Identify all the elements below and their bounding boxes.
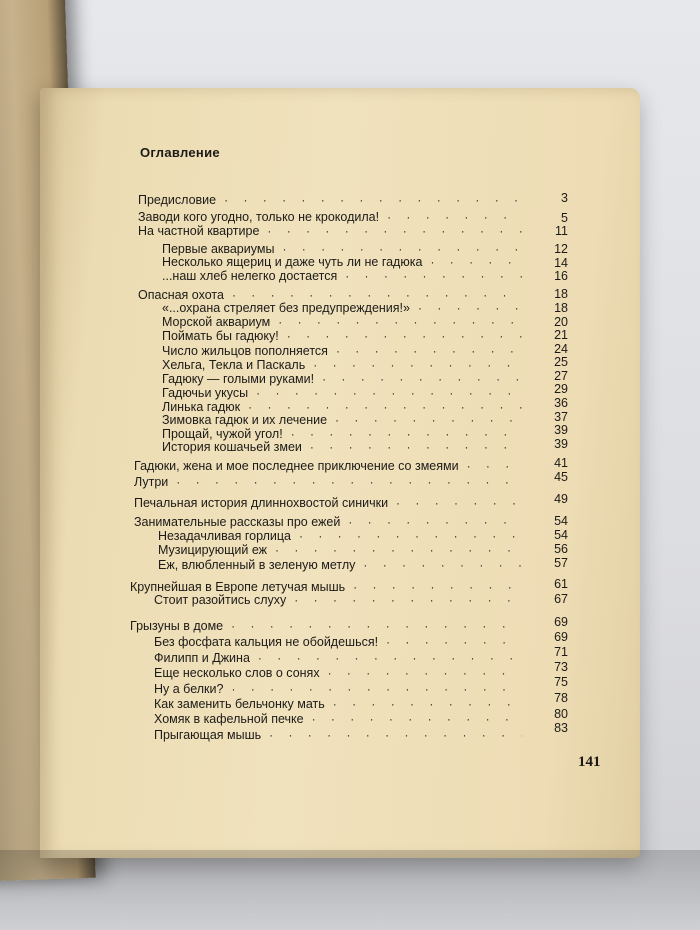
toc-entry-page: 67 [554,592,568,606]
toc-leader-dots [312,712,522,726]
toc-entry-page: 29 [554,382,568,396]
toc-entry-page: 54 [554,528,568,542]
toc-leader-dots [231,682,522,696]
toc-entry [154,712,530,726]
toc-entry [154,682,530,696]
toc-entry [162,358,530,372]
toc-leader-dots [291,427,522,441]
toc-entry [162,427,530,441]
toc-entry [162,269,530,283]
toc-entry [130,580,530,594]
toc-entry-page: 78 [554,691,568,705]
toc-entry-page: 80 [554,707,568,721]
toc-entry-page: 20 [554,315,568,329]
toc-leader-dots [333,697,522,711]
toc-entry-page: 18 [554,301,568,315]
toc-entry-page: 18 [554,287,568,301]
toc-entry-label: Заводи кого угодно, только не крокодила! [138,210,380,224]
toc-leader-dots [224,193,522,207]
toc-entry-label: История кошачьей змеи [162,440,302,454]
toc-entry-label: Хельга, Текла и Паскаль [162,358,306,372]
toc-entry-label: ...наш хлеб нелегко достается [162,269,338,283]
toc-entry-page: 36 [554,396,568,410]
toc-entry-page: 54 [554,514,568,528]
toc-entry-page: 49 [554,492,568,506]
toc-entry [154,697,530,711]
toc-leader-dots [232,288,522,302]
toc-leader-dots [231,619,522,633]
toc-entry [162,440,530,454]
toc-entry [158,558,530,572]
toc-entry-page: 39 [554,437,568,451]
toc-entry-label: Предисловие [138,193,217,207]
toc-leader-dots [348,515,522,529]
toc-leader-dots [386,635,522,649]
toc-leader-dots [335,413,522,427]
toc-entry [162,400,530,414]
toc-leader-dots [467,459,522,473]
toc-entry [154,593,530,607]
toc-entry-page: 69 [554,615,568,629]
toc-entry [162,329,530,343]
toc-entry [162,255,530,269]
toc-entry-label: Стоит разойтись слуху [154,593,287,607]
toc-entry [130,619,530,633]
toc-entry-page: 73 [554,660,568,674]
toc-leader-dots [282,242,522,256]
toc-leader-dots [345,269,522,283]
toc-entry-label: Хомяк в кафельной печке [154,712,304,726]
page-folio-number: 141 [578,754,601,770]
toc-entry-page: 5 [561,211,568,225]
toc-entry-label: Прыгающая мышь [154,728,262,742]
toc-leader-dots [248,400,522,414]
toc-entry [134,475,530,489]
toc-entry-label: Морской аквариум [162,315,271,329]
toc-entry-page: 37 [554,410,568,424]
toc-entry-page: 61 [554,577,568,591]
toc-entry [154,651,530,665]
toc-entry-label: Линька гадюк [162,400,241,414]
toc-entry-label: Первые аквариумы [162,242,275,256]
toc-leader-dots [275,543,522,557]
toc-leader-dots [353,580,522,594]
toc-entry-page: 12 [554,242,568,256]
toc-entry-label: Опасная охота [138,288,224,302]
toc-entry-page: 3 [561,191,568,205]
toc-entry-page: 71 [554,645,568,659]
toc-entry-page: 27 [554,369,568,383]
toc-entry-page: 24 [554,342,568,356]
toc-entry-page: 57 [554,556,568,570]
toc-leader-dots [269,728,522,742]
toc-entry-label: Гадюку — голыми руками! [162,372,315,386]
toc-entry-page: 21 [554,328,568,342]
toc-entry-label: Зимовка гадюк и их лечение [162,413,328,427]
toc-entry [162,372,530,386]
toc-entry-page: 25 [554,355,568,369]
toc-entry-label: Еще несколько слов о сонях [154,666,320,680]
toc-entry [158,543,530,557]
table-shadow [0,850,700,930]
toc-leader-dots [258,651,522,665]
toc-entry-label: Печальная история длиннохвостой синички [134,496,389,510]
toc-entry-label: Несколько ящериц и даже чуть ли не гадюка [162,255,423,269]
toc-entry [162,315,530,329]
toc-leader-dots [310,440,522,454]
toc-entry [138,288,530,302]
toc-entry [162,413,530,427]
toc-entry-page: 41 [554,456,568,470]
toc-entry [154,635,530,649]
toc-entry-page: 45 [554,470,568,484]
toc-entry-label: Без фосфата кальция не обойдешься! [154,635,379,649]
toc-leader-dots [267,224,522,238]
toc-entry [154,666,530,680]
toc-leader-dots [336,344,522,358]
toc-leader-dots [313,358,522,372]
toc-entry-label: На частной квартире [138,224,260,238]
toc-entry-label: Еж, влюбленный в зеленую метлу [158,558,356,572]
toc-leader-dots [294,593,522,607]
toc-entry-label: Число жильцов пополняется [162,344,328,358]
toc-entry-label: Грызуны в доме [130,619,224,633]
toc-entry-label: Занимательные рассказы про ежей [134,515,341,529]
toc-leader-dots [299,529,522,543]
toc-leader-dots [322,372,522,386]
toc-entry-label: Гадюки, жена и мое последнее приключение со змеями [134,459,459,473]
toc-entry [154,728,530,742]
toc-entry-label: Прощай, чужой угол! [162,427,283,441]
toc-leader-dots [278,315,522,329]
toc-leader-dots [176,475,522,489]
toc-entry-page: 75 [554,675,568,689]
toc-entry-label: Поймать бы гадюку! [162,329,279,343]
toc-entry-page: 39 [554,423,568,437]
toc-entry [138,193,530,207]
toc-leader-dots [430,255,522,269]
toc-entry-page: 14 [554,256,568,270]
toc-leader-dots [418,301,522,315]
toc-entry-label: Как заменить бельчонку мать [154,697,325,711]
toc-leader-dots [256,386,522,400]
toc-entry-page: 69 [554,630,568,644]
toc-entry-label: Гадючьи укусы [162,386,249,400]
toc-entry-page: 56 [554,542,568,556]
toc-entry [158,529,530,543]
toc-entry [162,386,530,400]
toc-entry-label: Филипп и Джина [154,651,250,665]
toc-leader-dots [396,496,522,510]
toc-entry-label: Незадачливая горлица [158,529,291,543]
toc-leader-dots [287,329,522,343]
toc-entry-page: 83 [554,721,568,735]
toc-title: Оглавление [140,145,220,160]
toc-entry [162,242,530,256]
toc-leader-dots [387,210,522,224]
toc-leader-dots [363,558,522,572]
toc-entry-page: 11 [555,224,568,238]
toc-entry [138,210,530,224]
toc-entry [162,301,530,315]
toc-entry-page: 16 [554,269,568,283]
toc-entry-label: Ну а белки? [154,682,224,696]
toc-entry-label: «...охрана стреляет без предупреждения!» [162,301,410,315]
toc-entry [134,496,530,510]
toc-entry [162,344,530,358]
toc-entry [134,515,530,529]
toc-entry-label: Музицирующий еж [158,543,267,557]
toc-entry [138,224,530,238]
toc-leader-dots [328,666,522,680]
toc-entry [134,459,530,473]
toc-entry-label: Лутри [134,475,169,489]
toc-entry-label: Крупнейшая в Европе летучая мышь [130,580,346,594]
